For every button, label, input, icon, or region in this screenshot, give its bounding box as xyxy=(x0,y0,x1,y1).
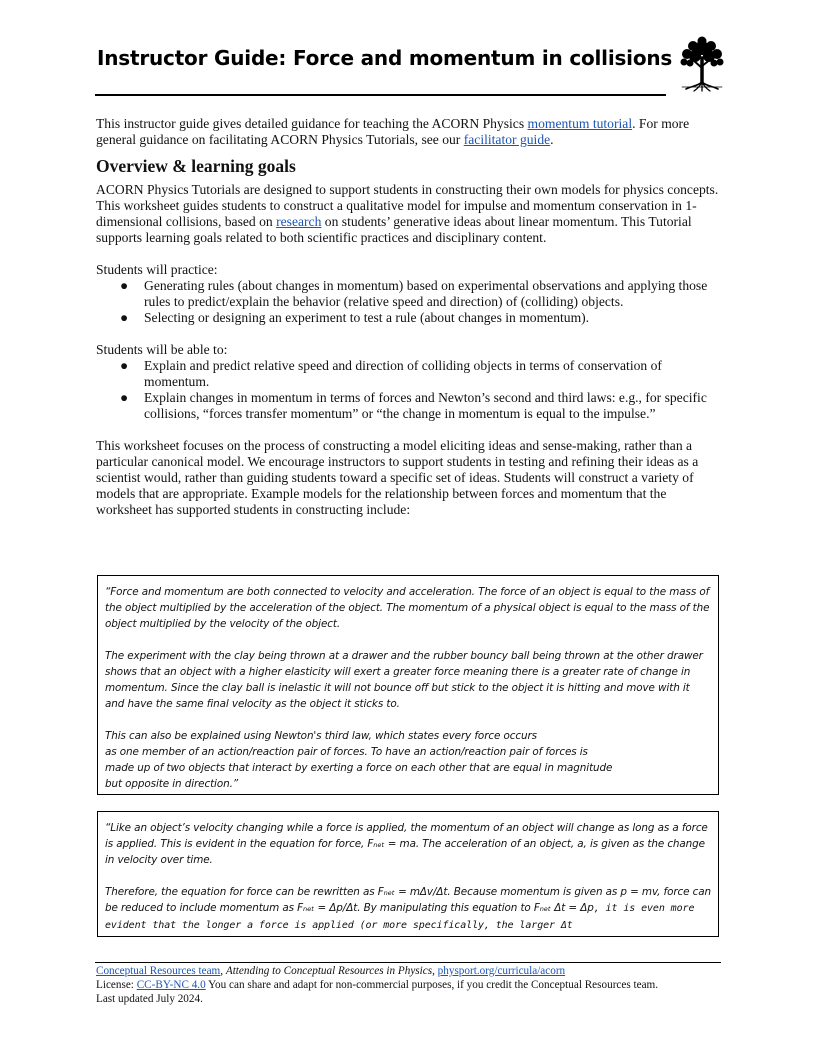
list-item: ● Generating rules (about changes in momentum) based on experimental observations and applying those rules to predict/explain the behavior (relative speed and direction) of (colliding) objects. xyxy=(120,278,708,309)
list-item: ● Explain and predict relative speed and direction of colliding objects in terms of conservation of momentum. xyxy=(120,358,662,389)
team-link[interactable]: Conceptual Resources team xyxy=(96,965,221,977)
tree-icon xyxy=(678,36,726,92)
quote-paragraph: Therefore, the equation for force can be rewritten as Fₙₑₜ = mΔv/Δt. Because momentum is given as p = mv, force can be reduced to include momentum as Fₙₑₜ = Δp/Δt. By manipulating this equation to Fₙₑₜ Δt = Δp, it is even more evident that the longer a force is applied (or more specifically, the larger Δt xyxy=(105,886,712,931)
equation: Fₙₑₜ = ma xyxy=(367,838,416,850)
license-link[interactable]: CC-BY-NC 4.0 xyxy=(136,979,206,991)
footer-divider xyxy=(95,962,721,963)
main-content xyxy=(96,116,720,518)
list-item: ● Explain changes in momentum in terms of forces and Newton’s second and third laws: e.g., for specific collisions, “forces transfer momentum” or “the change in momentum is equal to the impulse.” xyxy=(120,390,707,421)
citation-line: Conceptual Resources team, Attending to Conceptual Resources in Physics, physport.org/curricula/acorn xyxy=(96,965,566,977)
overview-heading: Overview & learning goals xyxy=(96,156,296,176)
updated-line: Last updated July 2024. xyxy=(96,993,203,1005)
intro-paragraph: This instructor guide gives detailed guidance for teaching the ACORN Physics momentum tutorial. For more general guidance on facilitating ACORN Physics Tutorials, see our facilitator guide. xyxy=(96,116,690,147)
equation: Fₙₑₜ = Δp/Δt xyxy=(297,902,358,914)
quote-paragraph: This can also be explained using Newton's third law, which states every force occurs as one member of an action/reaction pair of forces. To have an action/reaction pair of forces is made up of two objects that interact by exerting a force on each other that are equal in magnitude but opposite in direction.” xyxy=(105,730,613,790)
research-link[interactable]: research xyxy=(276,214,322,229)
able-list xyxy=(96,358,720,422)
page-title: Instructor Guide: Force and momentum in collisions xyxy=(97,46,673,70)
list-item: ● Selecting or designing an experiment to test a rule (about changes in momentum). xyxy=(120,310,590,325)
example-model-quote-1 xyxy=(97,575,719,795)
quote-paragraph: “Force and momentum are both connected to velocity and acceleration. The force of an object is equal to the mass of the object multiplied by the acceleration of the object. The momentum of a physical object is equal to the mass of the object multiplied by the velocity of the object. xyxy=(105,586,710,630)
title-divider xyxy=(95,94,666,96)
example-model-quote-2 xyxy=(97,811,719,937)
equation: Fₙₑₜ = mΔv/Δt xyxy=(377,886,448,898)
facilitator-guide-link[interactable]: facilitator guide xyxy=(463,132,551,147)
overview-paragraph: ACORN Physics Tutorials are designed to support students in constructing their own models for physics concepts. This worksheet guides students to construct a qualitative model for impulse and momentum conservation in 1-dimensional collisions, based on research on students’ generative ideas about linear momentum. This Tutorial supports learning goals related to both scientific practices and disciplinary content. xyxy=(96,182,719,245)
footer xyxy=(96,964,736,1006)
equation: Fₙₑₜ Δt = Δp xyxy=(533,902,594,914)
license-line: License: CC-BY-NC 4.0 You can share and adapt for non-commercial purposes, if you credit the Conceptual Resources team. xyxy=(96,979,659,991)
quote-paragraph: “Like an object’s velocity changing while a force is applied, the momentum of an object will change as long as a force is applied. This is evident in the equation for force, Fₙₑₜ = ma. The acceleration of an object, a, is given as the change in velocity over time. xyxy=(105,822,708,866)
able-intro: Students will be able to: xyxy=(96,342,228,357)
practice-list xyxy=(96,278,720,326)
quote-paragraph: The experiment with the clay being thrown at a drawer and the rubber bouncy ball being thrown at the other drawer shows that an object with a higher elasticity will exert a greater force meaning there is a greater rate of change in momentum. Since the clay ball is inelastic it will not bounce off but stick to the object it is hitting and move with it and have the same final velocity as the object it sticks to. xyxy=(105,650,703,710)
focus-paragraph: This worksheet focuses on the process of constructing a model eliciting ideas and sense-making, rather than a particular canonical model. We encourage instructors to support students in testing and refining their ideas as a scientist would, rather than guiding students toward a specific set of ideas. Students will construct a variety of models that are appropriate. Example models for the relationship between forces and momentum that the worksheet has supported students in constructing include: xyxy=(96,438,699,517)
physport-link[interactable]: physport.org/curricula/acorn xyxy=(437,965,566,977)
momentum-tutorial-link[interactable]: momentum tutorial xyxy=(527,116,633,131)
practice-intro: Students will practice: xyxy=(96,262,218,277)
